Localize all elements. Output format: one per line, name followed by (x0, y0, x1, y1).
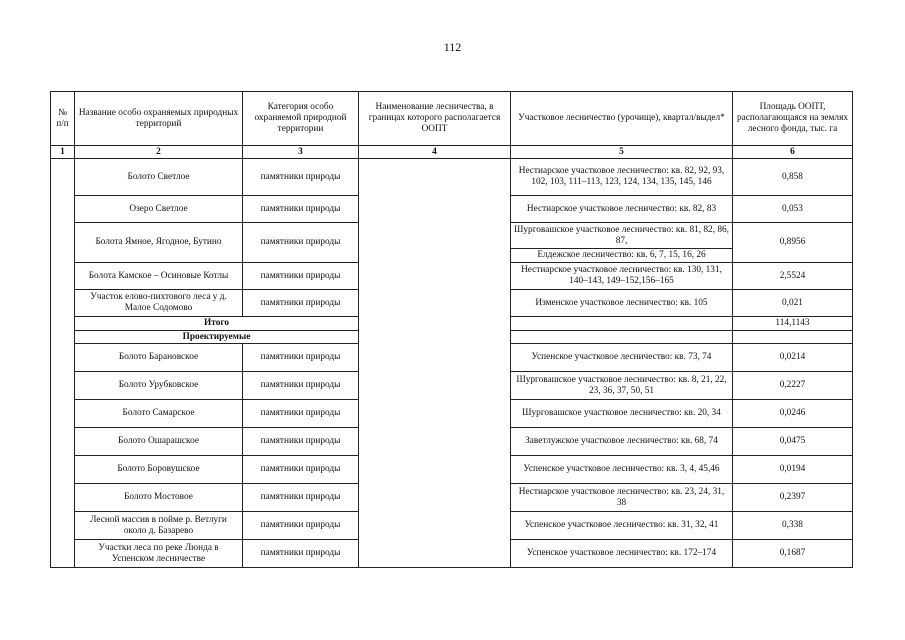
district-cell: Елдежское лесничество: кв. 6, 7, 15, 16, 26 (511, 249, 733, 263)
area-cell: 2,5524 (733, 263, 853, 290)
area-cell: 0,8956 (733, 223, 853, 263)
protected-areas-table (50, 91, 853, 568)
number-cell (51, 159, 75, 568)
header-category: Категория особо охраняемой природной территории (243, 92, 359, 146)
district-cell: Успенское участковое лесничество: кв. 3, 4, 45,46 (511, 456, 733, 484)
area-cell: 0,2397 (733, 484, 853, 512)
projected-label: Проектируемые (75, 331, 359, 344)
name-cell: Лесной массив в пойме р. Ветлуги около д. Базарево (75, 512, 243, 540)
district-cell: Успенское участковое лесничество: кв. 172–174 (511, 540, 733, 568)
name-cell: Озеро Светлое (75, 196, 243, 223)
category-cell: памятники природы (243, 540, 359, 568)
area-cell: 0,0475 (733, 428, 853, 456)
district-cell: Шурговашское участковое лесничество: кв. 20, 34 (511, 400, 733, 428)
category-cell: памятники природы (243, 223, 359, 263)
district-cell: Нестиарское участковое лесничество: кв. 130, 131, 140–143, 149–152,156–165 (511, 263, 733, 290)
header-number: № п/п (51, 92, 75, 146)
category-cell: памятники природы (243, 456, 359, 484)
name-cell: Болота Камское – Осиновые Котлы (75, 263, 243, 290)
projected-empty-cell (511, 331, 733, 344)
column-number: 4 (359, 146, 511, 159)
category-cell: памятники природы (243, 159, 359, 196)
name-cell: Болото Урубковское (75, 372, 243, 400)
district-cell: Успенское участковое лесничество: кв. 31, 32, 41 (511, 512, 733, 540)
category-cell: памятники природы (243, 400, 359, 428)
column-number: 3 (243, 146, 359, 159)
name-cell: Болото Ошарашское (75, 428, 243, 456)
total-empty-cell (511, 317, 733, 331)
district-cell: Заветлужское участковое лесничество: кв. 68, 74 (511, 428, 733, 456)
district-cell: Успенское участковое лесничество: кв. 73, 74 (511, 344, 733, 372)
column-number: 6 (733, 146, 853, 159)
area-cell: 0,858 (733, 159, 853, 196)
area-cell: 0,053 (733, 196, 853, 223)
header-forestry: Наименование лесничества, в границах которого располагается ООПТ (359, 92, 511, 146)
name-cell: Болото Самарское (75, 400, 243, 428)
name-cell: Болото Мостовое (75, 484, 243, 512)
area-cell: 0,0194 (733, 456, 853, 484)
name-cell: Болота Ямное, Ягодное, Бутино (75, 223, 243, 263)
district-cell: Нестиарское участковое лесничество: кв. 82, 83 (511, 196, 733, 223)
column-number: 2 (75, 146, 243, 159)
total-value: 114,1143 (733, 317, 853, 331)
category-cell: памятники природы (243, 428, 359, 456)
category-cell: памятники природы (243, 512, 359, 540)
forestry-cell (359, 159, 511, 568)
header-name: Название особо охраняемых природных территорий (75, 92, 243, 146)
category-cell: памятники природы (243, 372, 359, 400)
name-cell: Участки леса по реке Люнда в Успенском лесничестве (75, 540, 243, 568)
header-district-forestry: Участковое лесничество (урочище), квартал/выдел* (511, 92, 733, 146)
table-row (51, 159, 853, 196)
name-cell: Участок елово-пихтового леса у д. Малое Содомово (75, 290, 243, 317)
area-cell: 0,0246 (733, 400, 853, 428)
area-cell: 0,0214 (733, 344, 853, 372)
district-cell: Нестиарское участковое лесничество: кв. 82, 92, 93, 102, 103, 111–113, 123, 124, 134, 135, 145, 146 (511, 159, 733, 196)
column-numbers-row (51, 146, 853, 159)
name-cell: Болото Барановское (75, 344, 243, 372)
table-header-row (51, 92, 853, 146)
name-cell: Болото Боровушское (75, 456, 243, 484)
category-cell: памятники природы (243, 344, 359, 372)
category-cell: памятники природы (243, 290, 359, 317)
column-number: 5 (511, 146, 733, 159)
name-cell: Болото Светлое (75, 159, 243, 196)
projected-empty-cell (733, 331, 853, 344)
total-label: Итого (75, 317, 359, 331)
column-number: 1 (51, 146, 75, 159)
category-cell: памятники природы (243, 484, 359, 512)
header-area: Площадь ООПТ, располагающаяся на землях лесного фонда, тыс. га (733, 92, 853, 146)
area-cell: 0,021 (733, 290, 853, 317)
district-cell: Шурговашское участковое лесничество: кв. 8, 21, 22, 23, 36, 37, 50, 51 (511, 372, 733, 400)
page-number: 112 (443, 40, 462, 54)
district-cell: Изменское участковое лесничество: кв. 105 (511, 290, 733, 317)
district-cell: Нестиарское участковое лесничество: кв. 23, 24, 31, 38 (511, 484, 733, 512)
area-cell: 0,2227 (733, 372, 853, 400)
category-cell: памятники природы (243, 196, 359, 223)
category-cell: памятники природы (243, 263, 359, 290)
area-cell: 0,338 (733, 512, 853, 540)
area-cell: 0,1687 (733, 540, 853, 568)
district-cell: Шурговашское участковое лесничество: кв. 81, 82, 86, 87, (511, 223, 733, 249)
